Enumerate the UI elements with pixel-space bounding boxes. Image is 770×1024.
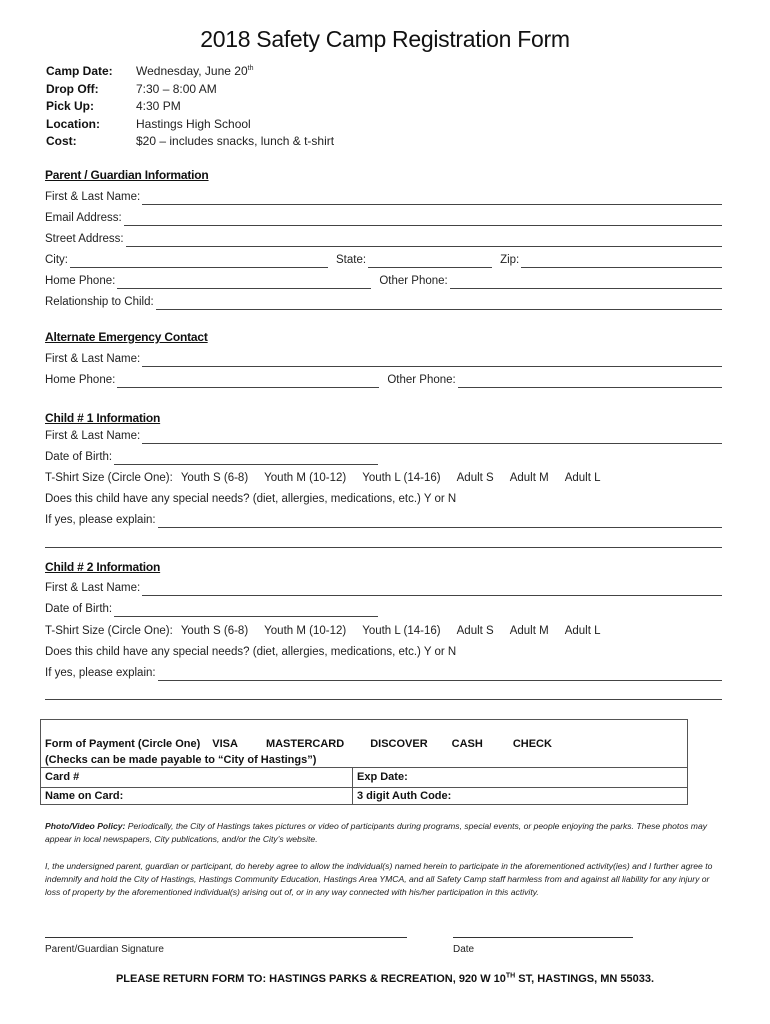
child2-dob-field[interactable]: [114, 605, 378, 617]
child1-heading: Child # 1 Information: [45, 411, 161, 425]
cost-label: Cost:: [46, 134, 77, 148]
parent-relationship-row[interactable]: Relationship to Child:: [45, 294, 722, 310]
parent-phone-row[interactable]: Home Phone: Other Phone:: [45, 273, 722, 289]
form-title: 2018 Safety Camp Registration Form: [200, 26, 570, 52]
alternate-heading: Alternate Emergency Contact: [45, 330, 208, 344]
parent-relationship-field[interactable]: [156, 298, 722, 310]
exp-date-field[interactable]: Exp Date:: [357, 771, 408, 783]
child2-size-adult-m[interactable]: Adult M: [509, 625, 549, 637]
card-details-grid: [41, 767, 687, 805]
location-label: Location:: [46, 116, 100, 131]
date-label: Date: [453, 944, 475, 955]
child2-dob-row[interactable]: Date of Birth:: [45, 601, 722, 617]
return-instructions: PLEASE RETURN FORM TO: HASTINGS PARKS & RECREATION, 920 W 10TH ST, HASTINGS, MN 55033.: [115, 972, 655, 985]
payment-box: [40, 719, 688, 805]
child1-name-row[interactable]: First & Last Name:: [45, 428, 722, 444]
child1-explain-line-2[interactable]: [45, 547, 722, 549]
parent-other-phone-field[interactable]: [450, 277, 722, 289]
child1-explain-row[interactable]: If yes, please explain:: [45, 512, 722, 528]
child1-dob-row[interactable]: Date of Birth:: [45, 449, 722, 465]
camp-info: [46, 63, 334, 151]
payment-cash[interactable]: CASH: [451, 738, 483, 750]
parent-zip-field[interactable]: [521, 256, 722, 268]
camp-date-label: Camp Date:: [46, 64, 113, 78]
waiver-text: I, the undersigned parent, guardian or participant, do hereby agree to allow the individual(s) named herein to participate in the aforementioned activity(ies) and I further agree to indemnify and hold the City of Hastings, Hastings Community Education, Hastings Area YMCA, and all Safety Camp staff harmless from and against all liability for any injury or loss of property by the aforementioned individual(s) arising out of, or in any way connected with his/her participation in this activity.: [45, 861, 713, 897]
child2-name-row[interactable]: First & Last Name:: [45, 580, 722, 596]
pick-up-label: Pick Up:: [46, 99, 95, 113]
child1-dob-field[interactable]: [114, 453, 378, 465]
child1-size-adult-m[interactable]: Adult M: [509, 472, 549, 484]
drop-off-value: 7:30 – 8:00 AM: [136, 81, 217, 96]
cost-value: $20 – includes snacks, lunch & t-shirt: [136, 134, 335, 148]
payment-check[interactable]: CHECK: [512, 738, 552, 750]
child2-size-adult-l[interactable]: Adult L: [564, 625, 601, 637]
child2-special-row[interactable]: Does this child have any special needs? (diet, allergies, medications, etc.) Y or N: [45, 646, 457, 658]
parent-city-row[interactable]: City: State: Zip:: [45, 252, 722, 268]
photo-policy: Photo/Video Policy: Periodically, the City of Hastings takes pictures or video of participants during programs, special events, or people enjoying the parks. These photos may appear in local newspapers, City publications, and/or the City’s website.: [45, 821, 708, 844]
child2-size-youth-s[interactable]: Youth S (6-8): [180, 625, 249, 637]
child2-size-adult-s[interactable]: Adult S: [456, 625, 494, 637]
auth-code-field[interactable]: 3 digit Auth Code:: [357, 790, 452, 802]
payment-visa[interactable]: VISA: [212, 738, 238, 750]
child2-size-youth-l[interactable]: Youth L (14-16): [362, 625, 441, 637]
signature-line[interactable]: [45, 937, 407, 938]
child2-explain-field[interactable]: [158, 669, 722, 681]
payment-discover[interactable]: DISCOVER: [370, 738, 428, 750]
payment-label: Form of Payment (Circle One): [45, 738, 201, 750]
card-number-field[interactable]: Card #: [45, 771, 80, 783]
date-line[interactable]: [453, 937, 633, 938]
location-value: Hastings High School: [136, 116, 251, 131]
parent-state-field[interactable]: [368, 256, 492, 268]
child2-heading: Child # 2 Information: [45, 560, 161, 574]
payment-options-row: [45, 738, 552, 750]
alternate-other-phone-field[interactable]: [458, 376, 722, 388]
child1-size-youth-s[interactable]: Youth S (6-8): [180, 472, 249, 484]
child1-size-youth-m[interactable]: Youth M (10-12): [264, 472, 347, 484]
child2-size-youth-m[interactable]: Youth M (10-12): [264, 625, 347, 637]
parent-city-field[interactable]: [70, 256, 328, 268]
parent-street-row[interactable]: Street Address:: [45, 231, 722, 247]
child2-explain-line-2[interactable]: [45, 699, 722, 701]
alternate-phone-row[interactable]: Home Phone: Other Phone:: [45, 372, 722, 388]
child1-size-adult-s[interactable]: Adult S: [456, 472, 494, 484]
pick-up-value: 4:30 PM: [136, 99, 181, 113]
child1-explain-field[interactable]: [158, 516, 722, 528]
drop-off-label: Drop Off:: [46, 81, 99, 96]
child1-tshirt-row[interactable]: T-Shirt Size (Circle One): Youth S (6-8) Youth M (10-12) Youth L (14-16) Adult S Adult M Adult L: [45, 472, 601, 484]
alternate-name-field[interactable]: [142, 355, 722, 367]
signature-label: Parent/Guardian Signature: [45, 944, 164, 955]
camp-date-value: Wednesday, June 20th: [136, 64, 254, 78]
name-on-card-field[interactable]: Name on Card:: [45, 790, 124, 802]
parent-street-field[interactable]: [126, 235, 722, 247]
child2-explain-row[interactable]: If yes, please explain:: [45, 665, 722, 681]
child1-size-youth-l[interactable]: Youth L (14-16): [362, 472, 441, 484]
parent-home-phone-field[interactable]: [117, 277, 371, 289]
checks-note: (Checks can be made payable to “City of Hastings”): [45, 754, 317, 766]
child2-tshirt-row[interactable]: T-Shirt Size (Circle One): Youth S (6-8) Youth M (10-12) Youth L (14-16) Adult S Adult M Adult L: [45, 625, 601, 637]
parent-email-row[interactable]: Email Address:: [45, 210, 722, 226]
alternate-name-row[interactable]: First & Last Name:: [45, 351, 722, 367]
parent-name-row[interactable]: First & Last Name:: [45, 189, 722, 205]
alternate-home-phone-field[interactable]: [117, 376, 379, 388]
parent-heading: Parent / Guardian Information: [45, 168, 209, 182]
child1-size-adult-l[interactable]: Adult L: [564, 472, 601, 484]
child1-special-row[interactable]: Does this child have any special needs? (diet, allergies, medications, etc.) Y or N: [45, 493, 457, 505]
parent-email-field[interactable]: [124, 214, 722, 226]
child1-name-field[interactable]: [142, 432, 722, 444]
parent-name-field[interactable]: [142, 193, 722, 205]
child2-name-field[interactable]: [142, 584, 722, 596]
payment-mastercard[interactable]: MASTERCARD: [265, 738, 345, 750]
